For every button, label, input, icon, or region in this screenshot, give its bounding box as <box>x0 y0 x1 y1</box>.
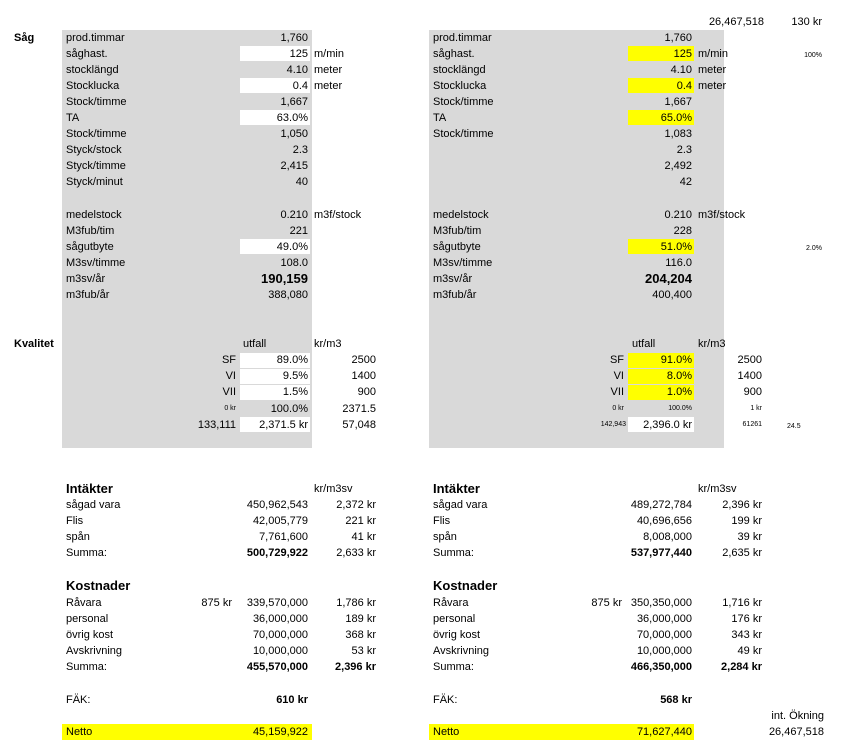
right-kostnader-title: Kostnader <box>433 578 498 593</box>
right-grade-price: 1400 <box>737 370 762 382</box>
right-sum-utfall: 100.0% <box>668 405 692 412</box>
right-netto-label: Netto <box>433 726 460 738</box>
right-row2-label: m3sv/år <box>433 273 473 285</box>
left-row-value: 2,415 <box>280 160 308 172</box>
left-row2-value: 221 <box>289 225 308 237</box>
left-row-label: stocklängd <box>66 64 119 76</box>
left-kostnader-label: Summa: <box>66 661 107 673</box>
left-row2-label: m3sv/år <box>66 273 106 285</box>
left-row2-label: m3fub/år <box>66 289 110 301</box>
right-sum-kr: 0 kr <box>612 405 624 412</box>
left-intakter-label: spån <box>66 531 90 543</box>
right-kostnader-value: 466,350,000 <box>630 661 692 673</box>
right-row-label: Stocklucka <box>433 80 487 92</box>
left-row-unit: meter <box>314 64 343 76</box>
left-row-unit: m/min <box>314 48 344 60</box>
left-row-label: Stock/timme <box>66 96 127 108</box>
left-intakter-per: 2,372 kr <box>336 499 376 511</box>
section-kvalitet: Kvalitet <box>14 338 54 350</box>
left-grade-utfall[interactable]: 9.5% <box>282 370 308 382</box>
left-row-label: prod.timmar <box>66 32 125 44</box>
left-row-value: 4.10 <box>286 64 308 76</box>
right-intakter-label: sågad vara <box>433 499 488 511</box>
right-intakter-value: 8,008,000 <box>643 531 692 543</box>
right-kostnader-per: 49 kr <box>737 645 762 657</box>
right-kostnader-label: Avskrivning <box>433 645 490 657</box>
left-intakter-label: Flis <box>66 515 84 527</box>
right-fak-label: FÄK: <box>433 694 458 706</box>
left-intakter-title: Intäkter <box>66 481 113 496</box>
right-row-value: 4.10 <box>670 64 692 76</box>
right-row2-unit: m3f/stock <box>698 209 746 221</box>
left-kostnader-per: 2,396 kr <box>335 661 376 673</box>
left-kostnader-pre <box>192 659 232 675</box>
section-sag: Såg <box>14 32 35 44</box>
right-total-c: 61261 <box>742 421 762 428</box>
right-grade-utfall[interactable]: 8.0% <box>666 370 692 382</box>
right-intakter-col: kr/m3sv <box>698 483 737 495</box>
left-utfall-header: utfall <box>243 338 267 350</box>
right-kostnader-per: 2,284 kr <box>721 661 762 673</box>
right-row2-value: 51.0% <box>660 241 692 253</box>
left-row-value: 1,667 <box>280 96 308 108</box>
right-row2-value: 116.0 <box>665 257 692 269</box>
right-row2-value: 400,400 <box>652 289 692 301</box>
left-netto-value: 45,159,922 <box>252 726 308 738</box>
left-sum-kr: 0 kr <box>224 405 236 412</box>
right-row-value: 1,083 <box>664 128 692 140</box>
right-kostnader-per: 1,716 kr <box>722 597 762 609</box>
left-kostnader-per: 368 kr <box>345 629 376 641</box>
left-kostnader-pre <box>192 627 232 643</box>
left-row2-label: M3fub/tim <box>66 225 115 237</box>
right-intakter-value: 40,696,656 <box>636 515 692 527</box>
right-row-value: 65.0% <box>660 112 692 124</box>
right-row-label: Stock/timme <box>433 96 494 108</box>
left-intakter-label: sågad vara <box>66 499 121 511</box>
left-total-b: 2,371.5 kr <box>259 419 308 431</box>
left-row2-value: 388,080 <box>268 289 308 301</box>
right-kostnader-per: 343 kr <box>731 629 762 641</box>
left-sum-utfall: 100.0% <box>270 403 308 415</box>
right-intakter-title: Intäkter <box>433 481 480 496</box>
right-row2-value: 228 <box>673 225 692 237</box>
left-row-value: 1,760 <box>280 32 308 44</box>
right-kostnader-label: övrig kost <box>433 629 481 641</box>
left-intakter-value: 42,005,779 <box>252 515 308 527</box>
right-grade-label: VII <box>610 386 624 398</box>
left-kostnader-per: 53 kr <box>351 645 376 657</box>
right-kostnader-value: 10,000,000 <box>636 645 692 657</box>
left-kostnader-label: Råvara <box>66 597 102 609</box>
left-kostnader-value: 10,000,000 <box>252 645 308 657</box>
left-grade-label: VII <box>222 386 236 398</box>
left-row-unit: meter <box>314 80 343 92</box>
right-kostnader-label: Råvara <box>433 597 469 609</box>
left-row-value: 40 <box>295 176 308 188</box>
right-grade-utfall[interactable]: 91.0% <box>660 354 692 366</box>
right-kostnader-label: personal <box>433 613 476 625</box>
left-kostnader-label: övrig kost <box>66 629 114 641</box>
right-intakter-per: 2,396 kr <box>722 499 762 511</box>
right-row-value: 125 <box>673 48 692 60</box>
right-row-label: såghast. <box>433 48 475 60</box>
left-row-label: TA <box>66 112 80 124</box>
left-price-header: kr/m3 <box>314 338 342 350</box>
right-sum-price: 1 kr <box>750 405 762 412</box>
left-fak-value: 610 kr <box>276 694 308 706</box>
right-row-unit: meter <box>698 64 727 76</box>
right-netto-value: 71,627,440 <box>636 726 692 738</box>
left-grade-label: VI <box>225 370 236 382</box>
left-kostnader-title: Kostnader <box>66 578 131 593</box>
left-row-value: 1,050 <box>280 128 308 140</box>
left-row-label: Styck/timme <box>66 160 126 172</box>
left-row2-label: sågutbyte <box>66 241 114 253</box>
right-grade-label: VI <box>613 370 624 382</box>
left-intakter-per: 221 kr <box>345 515 376 527</box>
right-row-unit: m/min <box>698 48 728 60</box>
left-row2-value: 190,159 <box>261 271 308 286</box>
right-price-header: kr/m3 <box>698 338 726 350</box>
right-intakter-value: 537,977,440 <box>630 547 692 559</box>
right-grade-price: 2500 <box>737 354 762 366</box>
left-row2-unit: m3f/stock <box>314 209 362 221</box>
right-utfall-header: utfall <box>632 338 656 350</box>
left-row-value: 0.4 <box>292 80 308 92</box>
right-row2-label: M3fub/tim <box>433 225 482 237</box>
top-total: 26,467,518 <box>708 16 764 28</box>
left-grade-utfall[interactable]: 89.0% <box>276 354 308 366</box>
left-total-a: 133,111 <box>197 419 236 431</box>
right-row-label: prod.timmar <box>433 32 492 44</box>
left-intakter-value: 7,761,600 <box>259 531 308 543</box>
left-row2-value: 49.0% <box>276 241 308 253</box>
left-grade-price: 1400 <box>351 370 376 382</box>
left-row2-value: 108.0 <box>280 257 308 269</box>
right-row-value: 2,492 <box>664 160 692 172</box>
left-kostnader-pre: 875 kr <box>201 597 232 609</box>
right-row-label: Stock/timme <box>433 128 494 140</box>
right-kostnader-value: 70,000,000 <box>636 629 692 641</box>
right-row-label: stocklängd <box>433 64 486 76</box>
left-row-value: 2.3 <box>292 144 308 156</box>
right-row2-value: 204,204 <box>645 271 692 286</box>
left-grade-price: 2500 <box>351 354 376 366</box>
left-kostnader-pre <box>192 611 232 627</box>
left-row-label: Stock/timme <box>66 128 127 140</box>
right-intakter-per: 2,635 kr <box>722 547 762 559</box>
right-intakter-per: 39 kr <box>737 531 762 543</box>
right-intakter-label: spån <box>433 531 457 543</box>
right-intakter-label: Summa: <box>433 547 474 559</box>
right-fak-value: 568 kr <box>660 694 692 706</box>
left-intakter-col: kr/m3sv <box>314 483 353 495</box>
left-row2-label: M3sv/timme <box>66 257 126 269</box>
right-kostnader-label: Summa: <box>433 661 474 673</box>
left-kostnader-per: 189 kr <box>345 613 376 625</box>
left-kostnader-value: 36,000,000 <box>252 613 308 625</box>
right-row2-label: M3sv/timme <box>433 257 493 269</box>
right-row-value: 2.3 <box>676 144 692 156</box>
left-row-value: 63.0% <box>276 112 308 124</box>
int-okning-value: 26,467,518 <box>768 726 824 738</box>
right-intakter-per: 199 kr <box>731 515 762 527</box>
left-intakter-value: 500,729,922 <box>246 547 308 559</box>
left-kostnader-value: 339,570,000 <box>246 597 308 609</box>
left-intakter-per: 2,633 kr <box>336 547 376 559</box>
top-price: 130 kr <box>791 16 822 28</box>
right-total-a: 142,943 <box>600 421 626 428</box>
left-kostnader-per: 1,786 kr <box>336 597 376 609</box>
left-sum-price: 2371.5 <box>342 403 376 415</box>
right-intakter-value: 489,272,784 <box>630 499 692 511</box>
left-row2-value: 0.210 <box>280 209 308 221</box>
side-val-245: 24.5 <box>787 423 801 430</box>
left-kostnader-value: 70,000,000 <box>252 629 308 641</box>
left-kostnader-label: Avskrivning <box>66 645 123 657</box>
right-kostnader-value: 350,350,000 <box>630 597 692 609</box>
left-row-label: Stocklucka <box>66 80 120 92</box>
side-pct-100: 100% <box>804 52 822 59</box>
right-row-value: 1,667 <box>664 96 692 108</box>
left-kostnader-pre <box>192 643 232 659</box>
side-pct-2: 2.0% <box>806 245 822 252</box>
right-row-label: TA <box>433 112 447 124</box>
left-row2-label: medelstock <box>66 209 122 221</box>
right-kostnader-value: 36,000,000 <box>636 613 692 625</box>
left-grade-price: 900 <box>357 386 376 398</box>
left-row-value: 125 <box>289 48 308 60</box>
left-total-c: 57,048 <box>342 419 376 431</box>
left-kostnader-label: personal <box>66 613 109 625</box>
left-intakter-label: Summa: <box>66 547 107 559</box>
right-row2-label: m3fub/år <box>433 289 477 301</box>
right-row-unit: meter <box>698 80 727 92</box>
left-netto-label: Netto <box>66 726 93 738</box>
right-grade-label: SF <box>609 354 624 366</box>
right-row2-label: medelstock <box>433 209 489 221</box>
left-intakter-value: 450,962,543 <box>246 499 308 511</box>
right-row2-value: 0.210 <box>664 209 692 221</box>
left-row-label: såghast. <box>66 48 108 60</box>
right-row2-label: sågutbyte <box>433 241 481 253</box>
left-grade-utfall[interactable]: 1.5% <box>282 386 308 398</box>
right-kostnader-pre: 875 kr <box>591 597 622 609</box>
right-row-value: 0.4 <box>676 80 692 92</box>
right-grade-price: 900 <box>743 386 762 398</box>
left-fak-label: FÄK: <box>66 694 91 706</box>
left-row-label: Styck/minut <box>66 176 123 188</box>
right-row-value: 42 <box>679 176 692 188</box>
right-kostnader-per: 176 kr <box>731 613 762 625</box>
left-kostnader-value: 455,570,000 <box>246 661 308 673</box>
left-grade-label: SF <box>221 354 236 366</box>
int-okning-label: int. Ökning <box>771 710 824 722</box>
right-grade-utfall[interactable]: 1.0% <box>666 386 692 398</box>
left-intakter-per: 41 kr <box>351 531 376 543</box>
right-row-value: 1,760 <box>664 32 692 44</box>
right-intakter-label: Flis <box>433 515 451 527</box>
right-total-b: 2,396.0 kr <box>643 419 692 431</box>
left-row-label: Styck/stock <box>66 144 122 156</box>
